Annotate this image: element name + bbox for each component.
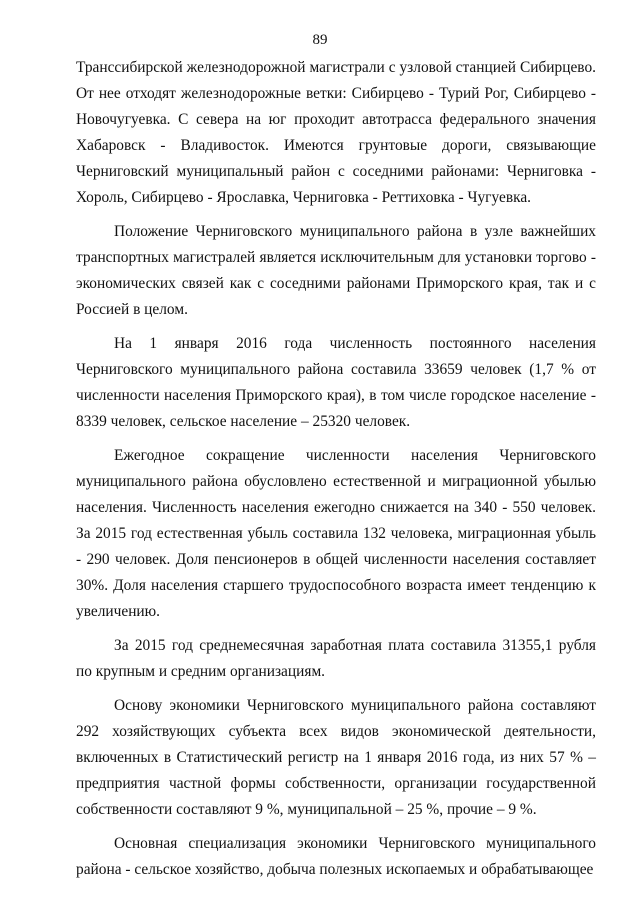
paragraph-salary: За 2015 год среднемесячная заработная плата составила 31355,1 рубля по крупным и средним организациям.: [76, 637, 596, 680]
paragraph-location: Положение Черниговского муниципального района в узле важнейших транспортных магистралей является исключительным для установки торгово - экономических связей как с соседними районами Приморского края, так и с Россией в целом.: [76, 223, 596, 318]
paragraph-specialization: Основная специализация экономики Черниговского муниципального района - сельское хозяйство, добыча полезных ископаемых и обрабатывающее: [76, 835, 596, 878]
paragraph-transport-continued: Транссибирской железнодорожной магистрали с узловой станцией Сибирцево. От нее отходят железнодорожные ветки: Сибирцево - Турий Рог, Сибирцево - Новочугуевка. С севера на юг проходит автотрасса федерального значения Хабаровск - Владивосток. Имеются грунтовые дороги, связывающие Черниговский муниципальный район с соседними районами: Черниговка - Хороль, Сибирцево - Ярославка, Черниговка - Реттиховка - Чугуевка.: [76, 59, 596, 206]
paragraph-economy-basis: Основу экономики Черниговского муниципального района составляют 292 хозяйствующих субъекта всех видов экономической деятельности, включенных в Статистический регистр на 1 января 2016 года, из них 57 % – предприятия частной формы собственности, организации государственной собственности составляют 9 %, муниципальной – 25 %, прочие – 9 %.: [76, 697, 596, 818]
paragraph-population: На 1 января 2016 года численность постоянного населения Черниговского муниципального района составила 33659 человек (1,7 % от численности населения Приморского края), в том числе городское население - 8339 человек, сельское население – 25320 человек.: [76, 335, 596, 430]
paragraph-population-decline: Ежегодное сокращение численности населения Черниговского муниципального района обусловлено естественной и миграционной убылью населения. Численность населения ежегодно снижается на 340 - 550 человек. За 2015 год естественная убыль составила 132 человека, миграционная убыль - 290 человек. Доля пенсионеров в общей численности населения составляет 30%. Доля населения старшего трудоспособного возраста имеет тенденцию к увеличению.: [76, 447, 596, 620]
body-text: [76, 55, 596, 891]
page-number: 89: [312, 32, 328, 48]
